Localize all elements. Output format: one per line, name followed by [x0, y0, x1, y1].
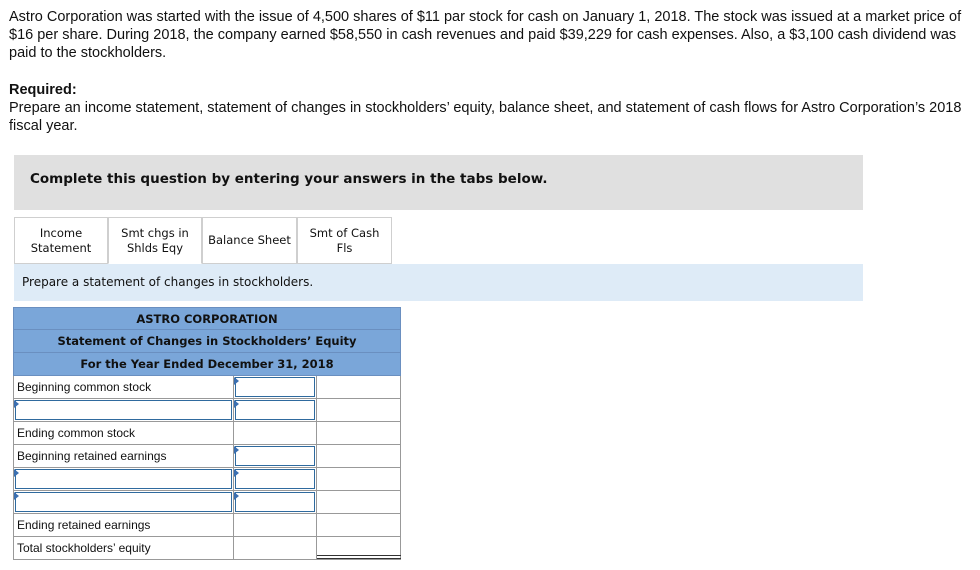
- tab-label-line1: Balance Sheet: [208, 233, 291, 247]
- row-label: Ending common stock: [14, 422, 234, 444]
- dropdown-marker-icon: [234, 377, 239, 385]
- tab-balance-sheet[interactable]: [202, 217, 297, 264]
- dropdown-marker-icon: [14, 492, 19, 500]
- tab-label-line1: Smt chgs in: [121, 225, 189, 240]
- amount-input[interactable]: [235, 377, 315, 397]
- row-label: Beginning retained earnings: [14, 445, 234, 467]
- row-label: Ending retained earnings: [14, 514, 234, 536]
- instruction-text: Complete this question by entering your answers in the tabs below.: [30, 171, 548, 187]
- double-underline: [317, 555, 401, 559]
- table-row: [13, 422, 401, 445]
- amount-input[interactable]: [235, 400, 315, 420]
- required-heading: Required:: [9, 82, 77, 98]
- statement-title: Statement of Changes in Stockholders’ Equity: [13, 330, 401, 353]
- tab-label-line2: Shlds Eqy: [126, 240, 184, 255]
- dropdown-marker-icon: [234, 446, 239, 454]
- statement-period: For the Year Ended December 31, 2018: [13, 353, 401, 376]
- tab-label-line1: Income: [39, 225, 83, 240]
- table-row: [13, 514, 401, 537]
- amount-cell[interactable]: [234, 376, 317, 398]
- row-label-cell[interactable]: [14, 491, 234, 513]
- amount-cell[interactable]: [234, 445, 317, 467]
- amount-cell[interactable]: [234, 491, 317, 513]
- grand-total-cell[interactable]: [317, 537, 401, 559]
- total-cell: [317, 491, 401, 513]
- table-row: [13, 537, 401, 560]
- total-cell: [317, 445, 401, 467]
- row-label-cell[interactable]: [14, 468, 234, 490]
- table-row: [13, 491, 401, 514]
- amount-input[interactable]: [235, 446, 315, 466]
- tab-stmt-changes-equity[interactable]: [108, 217, 202, 264]
- label-select-input[interactable]: [15, 469, 232, 489]
- instruction-banner: [14, 155, 863, 210]
- table-row: [13, 445, 401, 468]
- total-cell: [317, 376, 401, 398]
- dropdown-marker-icon: [14, 469, 19, 477]
- label-select-input[interactable]: [15, 492, 232, 512]
- amount-cell: [234, 422, 317, 444]
- amount-cell: [234, 537, 317, 559]
- total-cell[interactable]: [317, 422, 401, 444]
- amount-input[interactable]: [235, 492, 315, 512]
- tab-income-statement[interactable]: [14, 217, 108, 264]
- amount-cell[interactable]: [234, 399, 317, 421]
- dropdown-marker-icon: [234, 400, 239, 408]
- tab-label-line2: Fls: [336, 240, 353, 255]
- dropdown-marker-icon: [14, 400, 19, 408]
- table-row: [13, 468, 401, 491]
- tab-prompt-text: Prepare a statement of changes in stockholders.: [22, 275, 314, 289]
- total-cell[interactable]: [317, 514, 401, 536]
- problem-statement: Astro Corporation was started with the issue of 4,500 shares of $11 par stock for cash on January 1, 2018. The stock was issued at a market price of $16 per share. During 2018, the company earned $58,550 in cash revenues and paid $39,229 for cash expenses. Also, a $3,100 cash dividend was paid to the stockholders.: [9, 9, 962, 61]
- amount-cell: [234, 514, 317, 536]
- amount-input[interactable]: [235, 469, 315, 489]
- tab-label-line1: Smt of Cash: [309, 225, 380, 240]
- tab-label-line2: Statement: [30, 240, 92, 255]
- row-label: Beginning common stock: [14, 376, 234, 398]
- statement-company: ASTRO CORPORATION: [13, 307, 401, 330]
- tab-stmt-cash-flows[interactable]: [297, 217, 392, 264]
- dropdown-marker-icon: [234, 469, 239, 477]
- row-label-cell[interactable]: [14, 399, 234, 421]
- table-row: [13, 399, 401, 422]
- table-row: [13, 376, 401, 399]
- total-cell: [317, 468, 401, 490]
- total-cell: [317, 399, 401, 421]
- row-label: Total stockholders’ equity: [14, 537, 234, 559]
- equity-statement-table: [13, 307, 401, 560]
- label-select-input[interactable]: [15, 400, 232, 420]
- tab-prompt-bar: [14, 264, 863, 301]
- amount-cell[interactable]: [234, 468, 317, 490]
- required-text: Prepare an income statement, statement of changes in stockholders’ equity, balance sheet, and statement of cash flows for Astro Corporation’s 2018 fiscal year.: [9, 100, 962, 134]
- dropdown-marker-icon: [234, 492, 239, 500]
